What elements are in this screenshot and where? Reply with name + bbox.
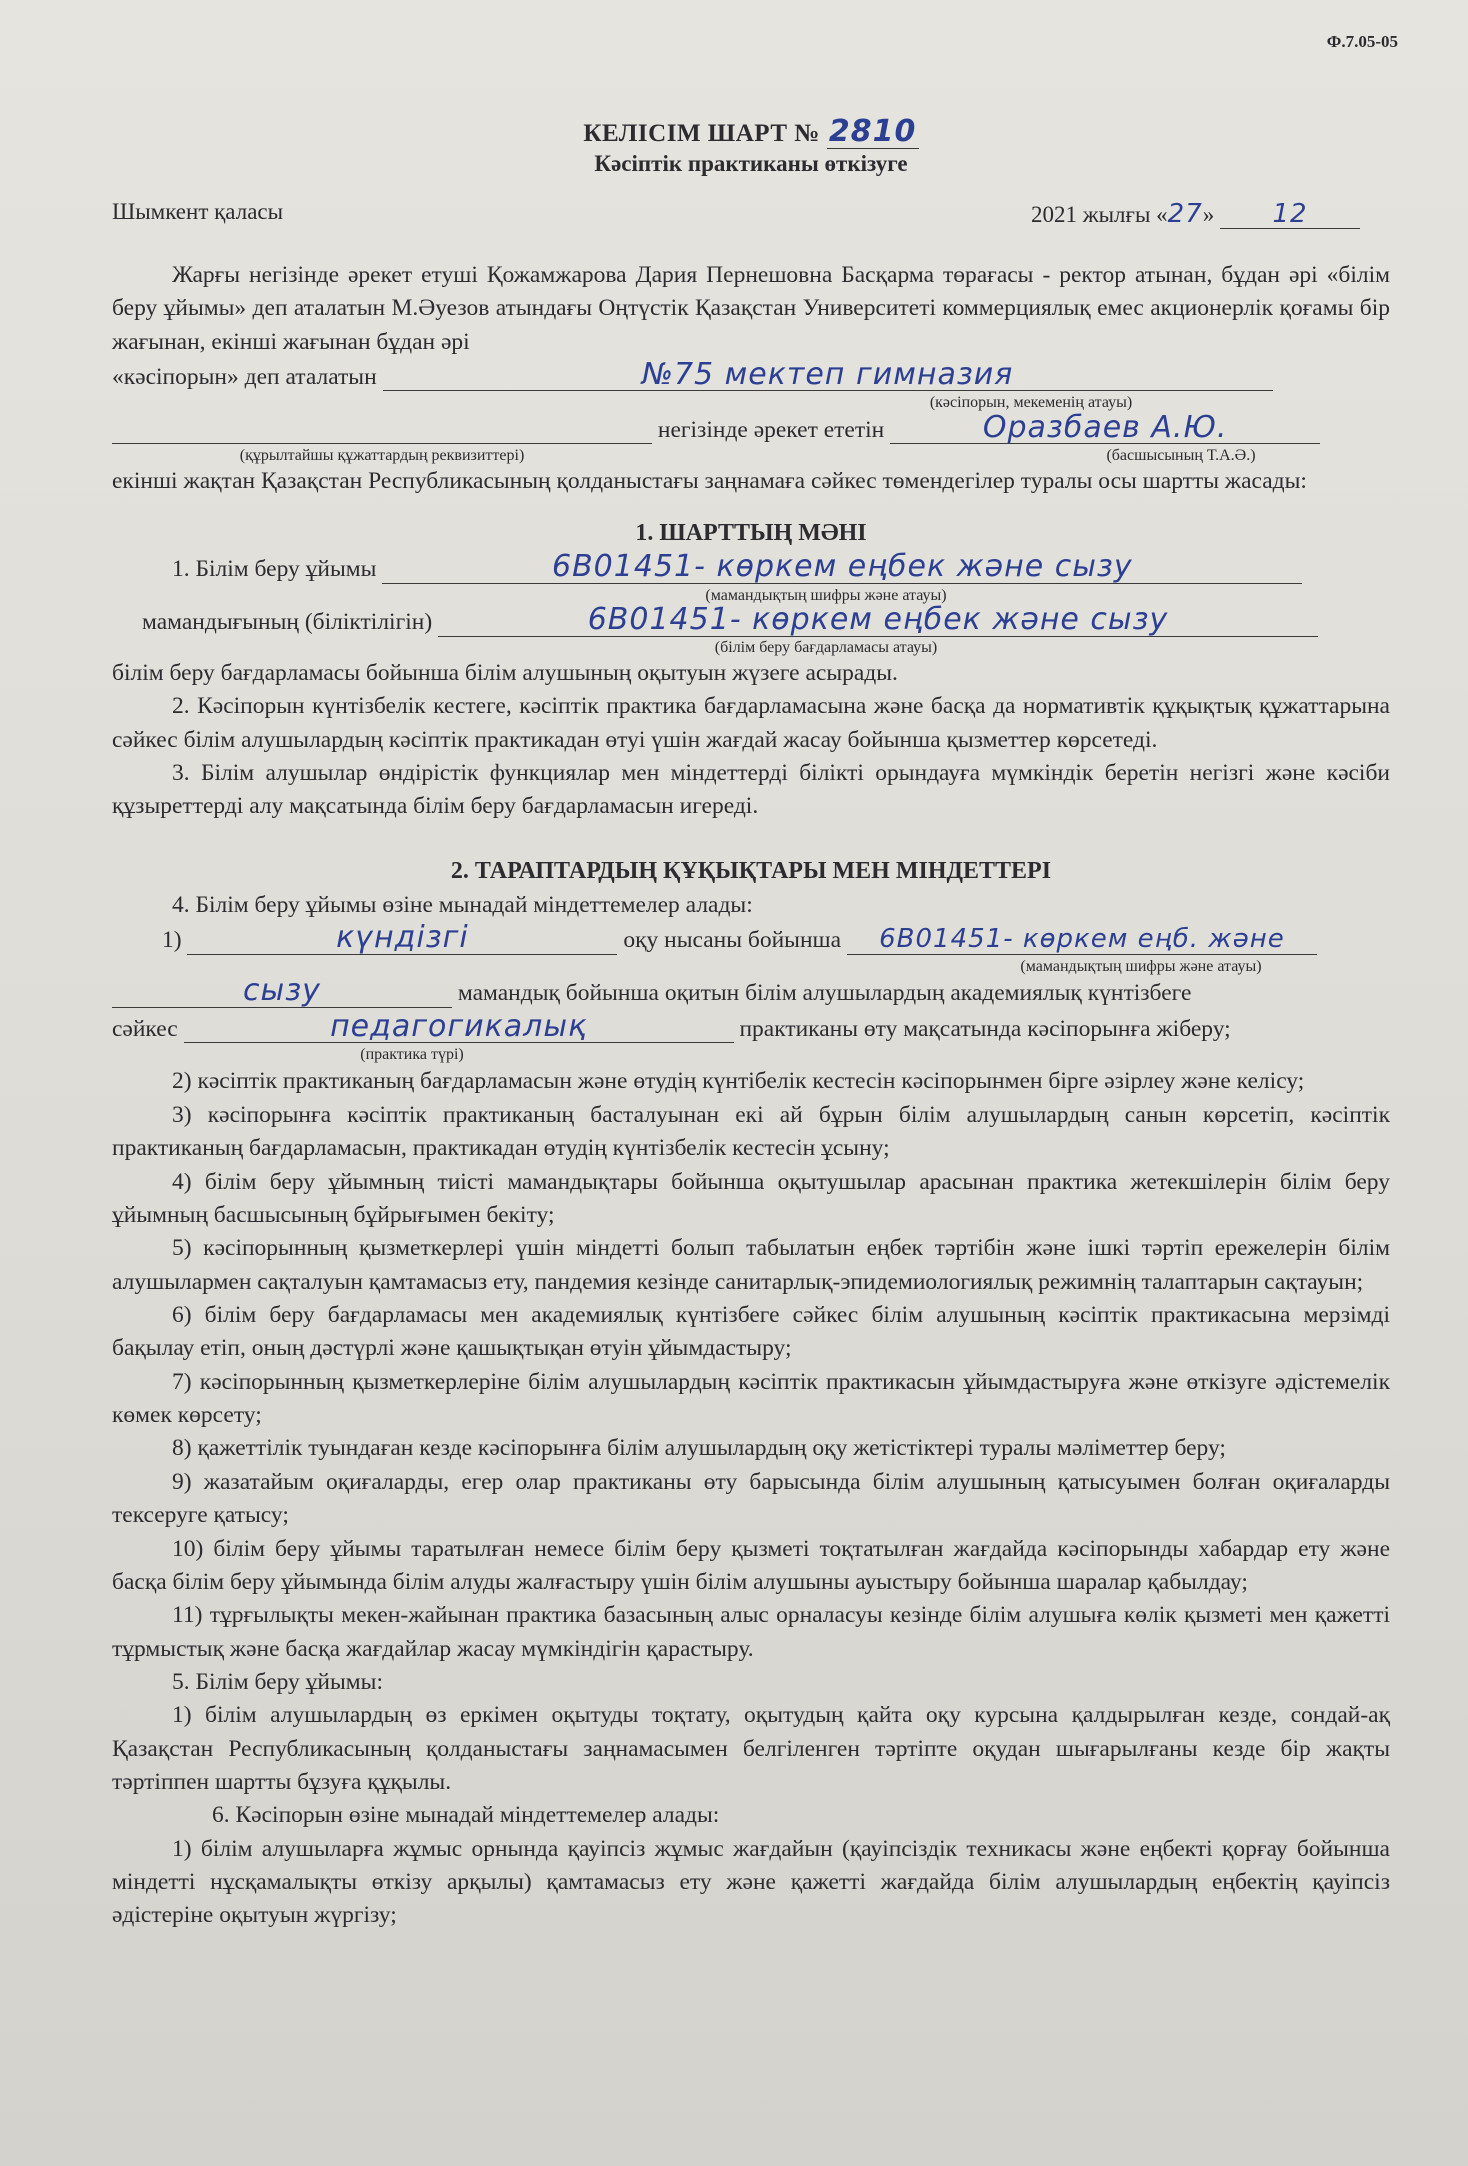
date-prefix: 2021 жылғы « xyxy=(1030,201,1168,227)
enterprise-line xyxy=(112,356,1390,394)
founding-docs-blank xyxy=(112,418,652,444)
section-1-heading: 1. ШАРТТЫҢ МӘНІ xyxy=(635,520,867,547)
practice-type-caption: (практика түрі) xyxy=(360,1045,464,1063)
contract-title xyxy=(112,116,1390,149)
enterprise-value: №75 мектеп гимназия xyxy=(383,359,1273,392)
date-month: 12 xyxy=(1220,201,1360,229)
form-code: Ф.7.05-05 xyxy=(1326,32,1398,51)
sec1-p1-label: 1. Білім беру ұйымы xyxy=(172,556,377,583)
intro-end: екінші жақтан Қазақстан Республикасының қолданыстағы заңнамаға сәйкес төмендегілер туралы осы шартты жасады: xyxy=(112,467,1307,494)
sec1-p1-label2: мамандығының (біліктілігін) xyxy=(142,609,433,636)
item1-spec2-value: сызу xyxy=(112,975,452,1008)
sec2-p6-1: 1) білім алушыларға жұмыс орнында қауіпсіз жұмыс жағдайын (қауіпсіздік техникасы және еңбекті қорғау бойынша міндетті нұсқамалықты өткізу арқылы) қамтамасыз ету және қажетті жағдайда білім алушылардың еңбектің қауіпсіз әдістеріне оқытуын жүргізу; xyxy=(112,1835,1390,1929)
contract-number: 2810 xyxy=(827,116,919,149)
sec1-p2: 2. Кәсіпорын күнтізбелік кестеге, кәсіптік практика бағдарламасына және басқа да нормативтік құқықтық құжаттарына сәйкес білім алушылардың кәсіптік практикадан өтуі үшін жағдай жасау бойынша қызметтер көрсетеді. xyxy=(112,693,1390,753)
specialty-value: 6B01451- көркем еңбек және сызу xyxy=(382,551,1302,584)
list-item: 6) білім беру бағдарламасы мен академиялық күнтізбеге сәйкес білім алушының кәсіптік практикасына мерзімді бақылау етіп, оның дәстүрлі және қашықтықан өтуін ұйымдастыру; xyxy=(112,1301,1390,1362)
basis-captions xyxy=(112,447,1390,465)
enterprise-label: «кәсіпорын» деп аталатын xyxy=(112,363,377,390)
sec2-item1-line xyxy=(112,922,1390,957)
city-date-row xyxy=(112,199,1390,229)
intro-text: Жарғы негізінде әрекет етуші Қожамжарова Дария Пернешовна Басқарма төрағасы - ректор атынан, бұдан әрі «білім беру ұйымы» деп аталатын М.Әуезов атындағы Оңтүстік Қазақстан Университеті коммерциялық емес акционерлік қоғамы бір жағынан, екінші жағынан бұдан әрі xyxy=(112,261,1390,355)
list-item: 11) тұрғылықты мекен-жайынан практика базасының алыс орналасуы кезінде білім алушыға көлік қызметі мен қажетті тұрмыстық және басқа жағдайлар жасау мүмкіндігін қарастыру. xyxy=(112,1602,1390,1662)
item1-mid: оқу нысаны бойынша xyxy=(623,927,842,954)
practice-type-value: педагогикалық xyxy=(184,1011,734,1044)
list-item: 5) кәсіпорынның қызметкерлері үшін міндетті болып табылатын еңбек тәртібін және ішкі тәртіп ережелерін білім алушылармен сақталуын қамтамасыз ету, пандемия кезінде санитарлық-эпидемиологиялық режимнің талаптарын сақтауын; xyxy=(112,1235,1390,1295)
sec1-p1-line xyxy=(112,551,1390,586)
list-item: 7) кәсіпорынның қызметкерлеріне білім алушылардың кәсіптік практикасын ұйымдастыруға және өткізуге әдістемелік көмек көрсету; xyxy=(112,1368,1390,1429)
list-item: 8) қажеттілік туындаған кезде кәсіпорынға білім алушылардың оқу жетістіктері туралы мәліметтер беру; xyxy=(172,1435,1226,1462)
contract-subtitle: Кәсіптік практиканы өткізуге xyxy=(594,150,908,176)
list-item: 3) кәсіпорынға кәсіптік практиканың басталуынан екі ай бұрын білім алушылардың санын көрсетіп, кәсіптік практиканың бағдарламасын, практикадан өтудің күнтізбелік кестесін ұсыну; xyxy=(112,1101,1390,1162)
basis-label: негізінде әрекет ететін xyxy=(657,416,885,443)
enterprise-caption: (кәсіпорын, мекеменің атауы) xyxy=(929,394,1133,412)
item1-num: 1) xyxy=(162,927,182,954)
sec2-item1-line2 xyxy=(112,975,1390,1010)
item1-spec-value: 6B01451- көркем еңб. және xyxy=(847,926,1317,954)
sec1-p3: 3. Білім алушылар өндірістік функциялар мен міндеттерді білікті орындауға мүмкіндік беретін негізгі және кәсіби құзыреттерді алу мақсатында білім беру бағдарламасын игереді. xyxy=(112,760,1390,820)
sec1-p1-line2 xyxy=(112,604,1390,639)
title-text: КЕЛІСІМ ШАРТ № xyxy=(583,120,820,147)
list-item: 2) кәсіптік практиканың бағдарламасын және өтудің күнтібелік кестесін кәсіпорынмен бірге әзірлеу және келісу; xyxy=(172,1068,1305,1095)
date-day: 27 xyxy=(1167,198,1203,229)
date-sep: » xyxy=(1202,201,1215,227)
item1-spec-caption: (мамандықтың шифры және атауы) xyxy=(1020,957,1262,975)
basis-line xyxy=(112,409,1390,447)
item1-according: сәйкес xyxy=(112,1015,178,1042)
program-value: 6B01451- көркем еңбек және сызу xyxy=(438,604,1318,637)
program-caption: (білім беру бағдарламасы атауы) xyxy=(714,639,938,657)
intro-block xyxy=(112,259,1390,498)
sec2-p4: 4. Білім беру ұйымы өзіне мынадай міндеттемелер алады: xyxy=(172,891,753,918)
study-form-value: күндізгі xyxy=(187,922,617,955)
sec1-p1-tail: білім беру бағдарламасы бойынша білім алушының оқытуын жүзеге асырады. xyxy=(112,660,898,687)
contract-date xyxy=(1031,199,1360,229)
city: Шымкент қаласы xyxy=(112,198,284,224)
item1-tail: практиканы өту мақсатында кәсіпорынға жіберу; xyxy=(739,1015,1231,1042)
item1-mid2: мамандық бойынша оқитын білім алушылардың академиялық күнтізбеге xyxy=(457,980,1192,1007)
sec2-p5-1: 1) білім алушылардың өз еркімен оқытуды тоқтату, оқытудың қайта оқу курсына қалдырылған кезде, сондай-ақ Қазақстан Республикасының қолданыстағы заңнамасымен белгіленген тәртіпте оқудан шығарылғаны кезде бір жақты тәртіппен шартты бұзуға құқылы. xyxy=(112,1702,1390,1796)
list-item: 10) білім беру ұйымы таратылған немесе білім беру қызметі тоқтатылған жағдайда кәсіпорынды хабардар ету және басқа білім беру ұйымында білім алуды жалғастыру үшін білім алушыны ауыстыру бойынша шаралар қабылдау; xyxy=(112,1535,1390,1595)
sec2-p6: 6. Кәсіпорын өзіне мынадай міндеттемелер алады: xyxy=(212,1802,720,1829)
list-item: 4) білім беру ұйымның тиісті мамандықтары бойынша оқытушылар арасынан практика жетекшілерін білім беру ұйымның басшысының бұйрығымен бекіту; xyxy=(112,1168,1390,1228)
list-item: 9) жазатайым оқиғаларды, егер олар практиканы өту барысында білім алушының қатысуымен болған оқиғаларды тексеруге қатысу; xyxy=(112,1468,1390,1529)
head-caption: (басшысының Т.А.Ә.) xyxy=(1106,447,1256,465)
sec2-item1-line3 xyxy=(112,1008,1390,1046)
sec2-items-list xyxy=(112,1065,1390,1665)
founding-caption: (құрылтайшы құжаттардың реквизиттері) xyxy=(239,447,525,465)
section-2-heading: 2. ТАРАПТАРДЫҢ ҚҰҚЫҚТАРЫ МЕН МІНДЕТТЕРІ xyxy=(450,857,1052,884)
head-value: Оразбаев А.Ю. xyxy=(890,412,1320,445)
sec2-p5: 5. Білім беру ұйымы: xyxy=(172,1668,383,1695)
specialty-caption: (мамандықтың шифры және атауы) xyxy=(705,586,947,604)
